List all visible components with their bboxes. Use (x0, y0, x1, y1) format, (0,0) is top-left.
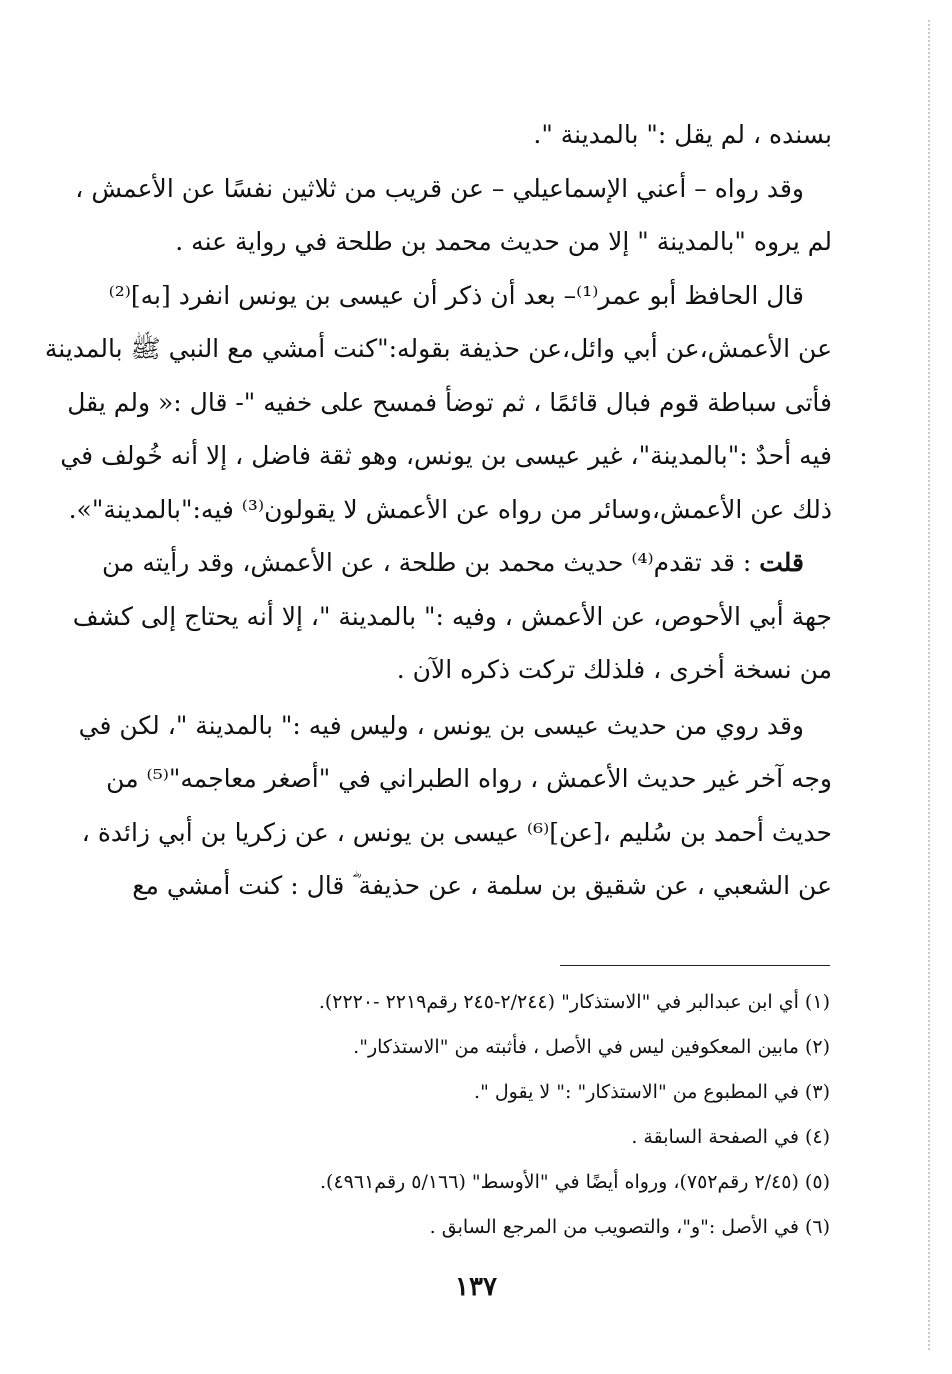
text-line-6: فأتى سباطة قوم فبال قائمًا ، ثم توضأ فمسح على خفيه "- قال :« ولم يقل (67, 387, 832, 417)
footnotes (230, 980, 830, 1250)
footnote-separator (560, 965, 830, 966)
text-line-9 (101, 536, 832, 590)
text-line-4: قال الحافظ أبو عمر⁽¹⁾– بعد أن ذكر أن عيسى بن يونس انفرد [به]⁽²⁾ (108, 280, 804, 310)
footnote-4: (٤) في الصفحة السابقة . (631, 1126, 830, 1148)
qult-continuation: حديث محمد بن طلحة ، عن الأعمش، وقد رأيته من (101, 548, 624, 577)
footnote-1: (١) أي ابن عبدالبر في "الاستذكار" (٢/٢٤٤-٢٤٥ رقم٢٢١٩ -٢٢٢٠). (318, 991, 830, 1013)
text-line-8: ذلك عن الأعمش،وسائر من رواه عن الأعمش لا يقولون⁽³⁾ فيه:"بالمدينة"». (68, 494, 832, 524)
footnote-6: (٦) في الأصل :"و"، والتصويب من المرجع السابق . (429, 1216, 830, 1238)
footnote-3: (٣) في المطبوع من "الاستذكار" :" لا يقول ". (474, 1081, 830, 1103)
text-line-7: فيه أحدٌ :"بالمدينة"، غير عيسى بن يونس، وهو ثقة فاضل ، إلا أنه خُولف في (60, 441, 832, 470)
text-line-14: حديث أحمد بن سُليم ،[عن]⁽⁶⁾ عيسى بن يونس ، عن زكريا بن أبي زائدة ، (81, 817, 832, 847)
qult-rest: : قد تقدم⁽⁴⁾ (623, 548, 760, 577)
text-line-3: لم يروه "بالمدينة " إلا من حديث محمد بن طلحة في رواية عنه . (175, 227, 832, 256)
text-line-12: وقد روي من حديث عيسى بن يونس ، وليس فيه :" بالمدينة "، لكن في (78, 710, 804, 740)
scan-edge-dots (928, 20, 930, 1350)
text-line-1: بسنده ، لم يقل :" بالمدينة ". (533, 120, 832, 149)
main-text (44, 108, 832, 913)
page-number: ١٣٧ (455, 1272, 497, 1302)
text-line-2: وقد رواه – أعني الإسماعيلي – عن قريب من ثلاثين نفسًا عن الأعمش ، (75, 173, 804, 203)
text-line-11: من نسخة أخرى ، فلذلك تركت ذكره الآن . (396, 655, 832, 684)
qult-label: قلت (759, 548, 804, 577)
text-line-5: عن الأعمش،عن أبي وائل،عن حذيفة بقوله:"كنت أمشي مع النبي ﷺ بالمدينة (44, 334, 832, 363)
text-line-10: جهة أبي الأحوص، عن الأعمش ، وفيه :" بالمدينة "، إلا أنه يحتاج إلى كشف (72, 601, 832, 631)
footnote-5: (٥) (٢/٤٥ رقم٧٥٢)، ورواه أيضًا في "الأوسط" (٥/١٦٦ رقم٤٩٦١). (320, 1171, 830, 1193)
text-line-15: عن الشعبي ، عن شقيق بن سلمة ، عن حذيفة ؓ قال : كنت أمشي مع (132, 871, 832, 900)
footnote-2: (٢) مابين المعكوفين ليس في الأصل ، فأثبته من "الاستذكار". (353, 1036, 830, 1058)
text-line-13: وجه آخر غير حديث الأعمش ، رواه الطبراني في "أصغر معاجمه"⁽⁵⁾ من (106, 764, 832, 793)
